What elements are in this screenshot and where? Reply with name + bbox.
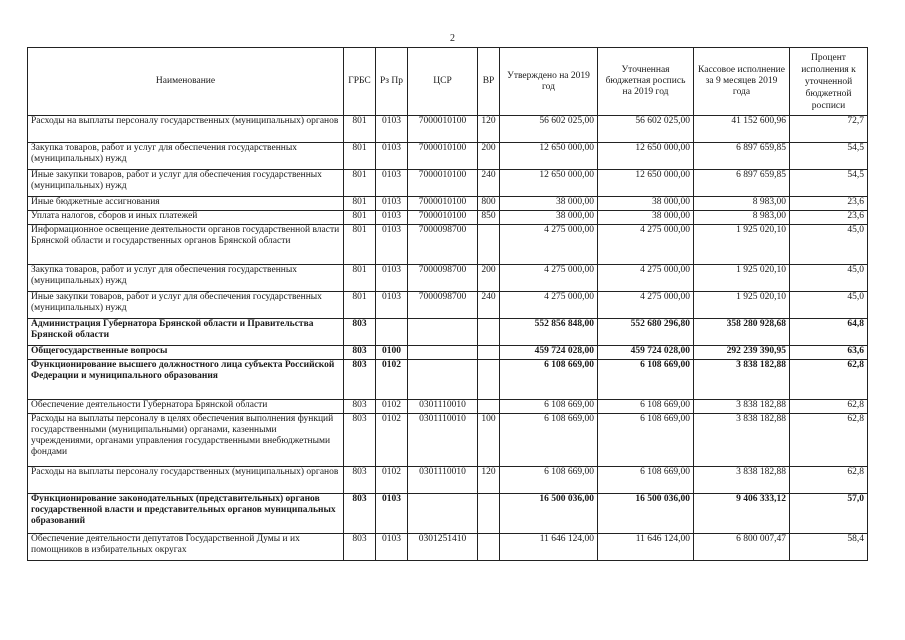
cell-name: Информационное освещение деятельности органов государственной власти Брянской области и государственных органов Брянской области <box>28 225 344 265</box>
cell-cash: 1 925 020,10 <box>694 265 790 292</box>
header-row <box>28 48 868 116</box>
cell-percent: 72,7 <box>790 116 868 143</box>
cell-csr: 7000010100 <box>408 143 478 170</box>
cell-name: Иные бюджетные ассигнования <box>28 197 344 211</box>
cell-approved: 4 275 000,00 <box>500 225 598 265</box>
cell-percent: 57,0 <box>790 494 868 534</box>
cell-name: Расходы на выплаты персоналу в целях обеспечения выполнения функций государственными (муниципальными) органами, казенными учреждениями, органами управления государственными внебюджетными фондами <box>28 414 344 467</box>
cell-refined: 12 650 000,00 <box>598 143 694 170</box>
cell-csr: 7000098700 <box>408 265 478 292</box>
cell-cash: 3 838 182,88 <box>694 467 790 494</box>
table-row <box>28 265 868 292</box>
cell-vr <box>478 346 500 360</box>
cell-grbs: 803 <box>344 414 376 467</box>
cell-grbs: 803 <box>344 467 376 494</box>
cell-percent: 45,0 <box>790 292 868 319</box>
cell-rzpr: 0103 <box>376 292 408 319</box>
cell-percent: 54,5 <box>790 143 868 170</box>
cell-vr <box>478 319 500 346</box>
cell-approved: 56 602 025,00 <box>500 116 598 143</box>
cell-cash: 41 152 600,96 <box>694 116 790 143</box>
cell-refined: 16 500 036,00 <box>598 494 694 534</box>
cell-name: Обеспечение деятельности Губернатора Брянской области <box>28 400 344 414</box>
cell-rzpr: 0100 <box>376 346 408 360</box>
cell-csr: 0301110010 <box>408 400 478 414</box>
cell-grbs: 801 <box>344 265 376 292</box>
cell-rzpr: 0103 <box>376 116 408 143</box>
cell-csr: 7000010100 <box>408 211 478 225</box>
header-rzpr: Рз Пр <box>376 48 408 116</box>
cell-vr: 850 <box>478 211 500 225</box>
table-row <box>28 319 868 346</box>
cell-percent: 62,8 <box>790 400 868 414</box>
cell-approved: 4 275 000,00 <box>500 292 598 319</box>
cell-cash: 8 983,00 <box>694 197 790 211</box>
cell-cash: 358 280 928,68 <box>694 319 790 346</box>
cell-vr: 100 <box>478 414 500 467</box>
cell-csr: 7000010100 <box>408 116 478 143</box>
cell-approved: 4 275 000,00 <box>500 265 598 292</box>
cell-percent: 64,8 <box>790 319 868 346</box>
header-vr: ВР <box>478 48 500 116</box>
table-row <box>28 467 868 494</box>
cell-rzpr: 0103 <box>376 494 408 534</box>
cell-refined: 4 275 000,00 <box>598 225 694 265</box>
cell-name: Иные закупки товаров, работ и услуг для обеспечения государственных (муниципальных) нужд <box>28 170 344 197</box>
budget-table <box>27 47 868 561</box>
cell-rzpr: 0103 <box>376 197 408 211</box>
cell-approved: 552 856 848,00 <box>500 319 598 346</box>
cell-percent: 62,8 <box>790 467 868 494</box>
header-approved: Утверждено на 2019 год <box>500 48 598 116</box>
cell-csr: 0301110010 <box>408 414 478 467</box>
cell-rzpr: 0102 <box>376 467 408 494</box>
cell-csr: 0301110010 <box>408 467 478 494</box>
cell-approved: 6 108 669,00 <box>500 360 598 400</box>
cell-approved: 12 650 000,00 <box>500 170 598 197</box>
cell-refined: 11 646 124,00 <box>598 534 694 561</box>
cell-vr: 240 <box>478 170 500 197</box>
cell-approved: 12 650 000,00 <box>500 143 598 170</box>
cell-name: Обеспечение деятельности депутатов Государственной Думы и их помощников в избирательных округах <box>28 534 344 561</box>
cell-refined: 459 724 028,00 <box>598 346 694 360</box>
cell-name: Закупка товаров, работ и услуг для обеспечения государственных (муниципальных) нужд <box>28 143 344 170</box>
cell-name: Расходы на выплаты персоналу государственных (муниципальных) органов <box>28 467 344 494</box>
cell-grbs: 801 <box>344 225 376 265</box>
cell-csr: 7000098700 <box>408 292 478 319</box>
cell-grbs: 803 <box>344 346 376 360</box>
cell-approved: 11 646 124,00 <box>500 534 598 561</box>
table-row <box>28 225 868 265</box>
cell-percent: 54,5 <box>790 170 868 197</box>
cell-approved: 16 500 036,00 <box>500 494 598 534</box>
cell-refined: 6 108 669,00 <box>598 467 694 494</box>
cell-cash: 6 897 659,85 <box>694 170 790 197</box>
table-row <box>28 292 868 319</box>
cell-refined: 12 650 000,00 <box>598 170 694 197</box>
table-row <box>28 211 868 225</box>
table-row <box>28 494 868 534</box>
cell-percent: 62,8 <box>790 360 868 400</box>
cell-csr: 0301251410 <box>408 534 478 561</box>
table-row <box>28 534 868 561</box>
cell-rzpr: 0103 <box>376 265 408 292</box>
cell-name: Общегосударственные вопросы <box>28 346 344 360</box>
cell-vr: 800 <box>478 197 500 211</box>
cell-name: Уплата налогов, сборов и иных платежей <box>28 211 344 225</box>
cell-name: Иные закупки товаров, работ и услуг для обеспечения государственных (муниципальных) нужд <box>28 292 344 319</box>
cell-approved: 459 724 028,00 <box>500 346 598 360</box>
cell-refined: 4 275 000,00 <box>598 292 694 319</box>
cell-grbs: 801 <box>344 143 376 170</box>
cell-cash: 8 983,00 <box>694 211 790 225</box>
cell-approved: 6 108 669,00 <box>500 414 598 467</box>
cell-cash: 1 925 020,10 <box>694 225 790 265</box>
header-cash: Кассовое исполнение за 9 месяцев 2019 года <box>694 48 790 116</box>
cell-csr: 7000098700 <box>408 225 478 265</box>
cell-rzpr: 0102 <box>376 360 408 400</box>
cell-cash: 6 897 659,85 <box>694 143 790 170</box>
cell-rzpr: 0103 <box>376 143 408 170</box>
cell-approved: 38 000,00 <box>500 211 598 225</box>
cell-cash: 3 838 182,88 <box>694 400 790 414</box>
cell-grbs: 803 <box>344 319 376 346</box>
cell-refined: 38 000,00 <box>598 211 694 225</box>
table-row <box>28 143 868 170</box>
table-row <box>28 346 868 360</box>
cell-csr <box>408 494 478 534</box>
cell-vr: 200 <box>478 143 500 170</box>
cell-rzpr: 0103 <box>376 534 408 561</box>
cell-cash: 1 925 020,10 <box>694 292 790 319</box>
cell-percent: 62,8 <box>790 414 868 467</box>
cell-name: Закупка товаров, работ и услуг для обеспечения государственных (муниципальных) нужд <box>28 265 344 292</box>
cell-rzpr: 0102 <box>376 400 408 414</box>
cell-vr: 120 <box>478 467 500 494</box>
header-percent <box>790 48 868 116</box>
cell-vr: 240 <box>478 292 500 319</box>
cell-grbs: 803 <box>344 400 376 414</box>
cell-csr <box>408 360 478 400</box>
cell-csr: 7000010100 <box>408 197 478 211</box>
cell-name: Администрация Губернатора Брянской области и Правительства Брянской области <box>28 319 344 346</box>
cell-cash: 3 838 182,88 <box>694 414 790 467</box>
header-percent-label: Процент исполнения к уточненной бюджетной росписи <box>801 52 856 111</box>
cell-rzpr: 0102 <box>376 414 408 467</box>
header-name: Наименование <box>28 48 344 116</box>
cell-rzpr: 0103 <box>376 225 408 265</box>
cell-refined: 56 602 025,00 <box>598 116 694 143</box>
cell-vr <box>478 494 500 534</box>
cell-percent: 58,4 <box>790 534 868 561</box>
cell-rzpr: 0103 <box>376 211 408 225</box>
cell-csr <box>408 346 478 360</box>
cell-rzpr <box>376 319 408 346</box>
cell-rzpr: 0103 <box>376 170 408 197</box>
cell-vr <box>478 534 500 561</box>
cell-approved: 6 108 669,00 <box>500 400 598 414</box>
cell-grbs: 801 <box>344 197 376 211</box>
cell-refined: 6 108 669,00 <box>598 400 694 414</box>
cell-csr: 7000010100 <box>408 170 478 197</box>
cell-grbs: 803 <box>344 360 376 400</box>
cell-vr: 200 <box>478 265 500 292</box>
header-csr: ЦСР <box>408 48 478 116</box>
cell-percent: 23,6 <box>790 211 868 225</box>
table-body <box>28 116 868 561</box>
cell-refined: 6 108 669,00 <box>598 360 694 400</box>
table-row <box>28 197 868 211</box>
cell-csr <box>408 319 478 346</box>
cell-name: Функционирование законодательных (представительных) органов государственной власти и представительных органов муниципальных образований <box>28 494 344 534</box>
cell-cash: 3 838 182,88 <box>694 360 790 400</box>
cell-grbs: 803 <box>344 534 376 561</box>
cell-percent: 45,0 <box>790 225 868 265</box>
cell-refined: 4 275 000,00 <box>598 265 694 292</box>
table-row <box>28 360 868 400</box>
header-refined: Уточненная бюджетная роспись на 2019 год <box>598 48 694 116</box>
table-row <box>28 414 868 467</box>
cell-approved: 38 000,00 <box>500 197 598 211</box>
cell-refined: 6 108 669,00 <box>598 414 694 467</box>
cell-grbs: 801 <box>344 170 376 197</box>
cell-cash: 292 239 390,95 <box>694 346 790 360</box>
cell-vr <box>478 225 500 265</box>
cell-vr <box>478 360 500 400</box>
table-row <box>28 400 868 414</box>
cell-percent: 23,6 <box>790 197 868 211</box>
page-number: 2 <box>450 33 455 44</box>
cell-vr: 120 <box>478 116 500 143</box>
header-grbs: ГРБС <box>344 48 376 116</box>
cell-cash: 6 800 007,47 <box>694 534 790 561</box>
cell-percent: 45,0 <box>790 265 868 292</box>
cell-cash: 9 406 333,12 <box>694 494 790 534</box>
cell-percent: 63,6 <box>790 346 868 360</box>
cell-name: Расходы на выплаты персоналу государственных (муниципальных) органов <box>28 116 344 143</box>
table-row <box>28 116 868 143</box>
cell-refined: 38 000,00 <box>598 197 694 211</box>
cell-grbs: 801 <box>344 211 376 225</box>
cell-approved: 6 108 669,00 <box>500 467 598 494</box>
cell-refined: 552 680 296,80 <box>598 319 694 346</box>
cell-grbs: 801 <box>344 292 376 319</box>
cell-grbs: 803 <box>344 494 376 534</box>
cell-name: Функционирование высшего должностного лица субъекта Российской Федерации и муниципального образования <box>28 360 344 400</box>
table-row <box>28 170 868 197</box>
cell-vr <box>478 400 500 414</box>
cell-grbs: 801 <box>344 116 376 143</box>
